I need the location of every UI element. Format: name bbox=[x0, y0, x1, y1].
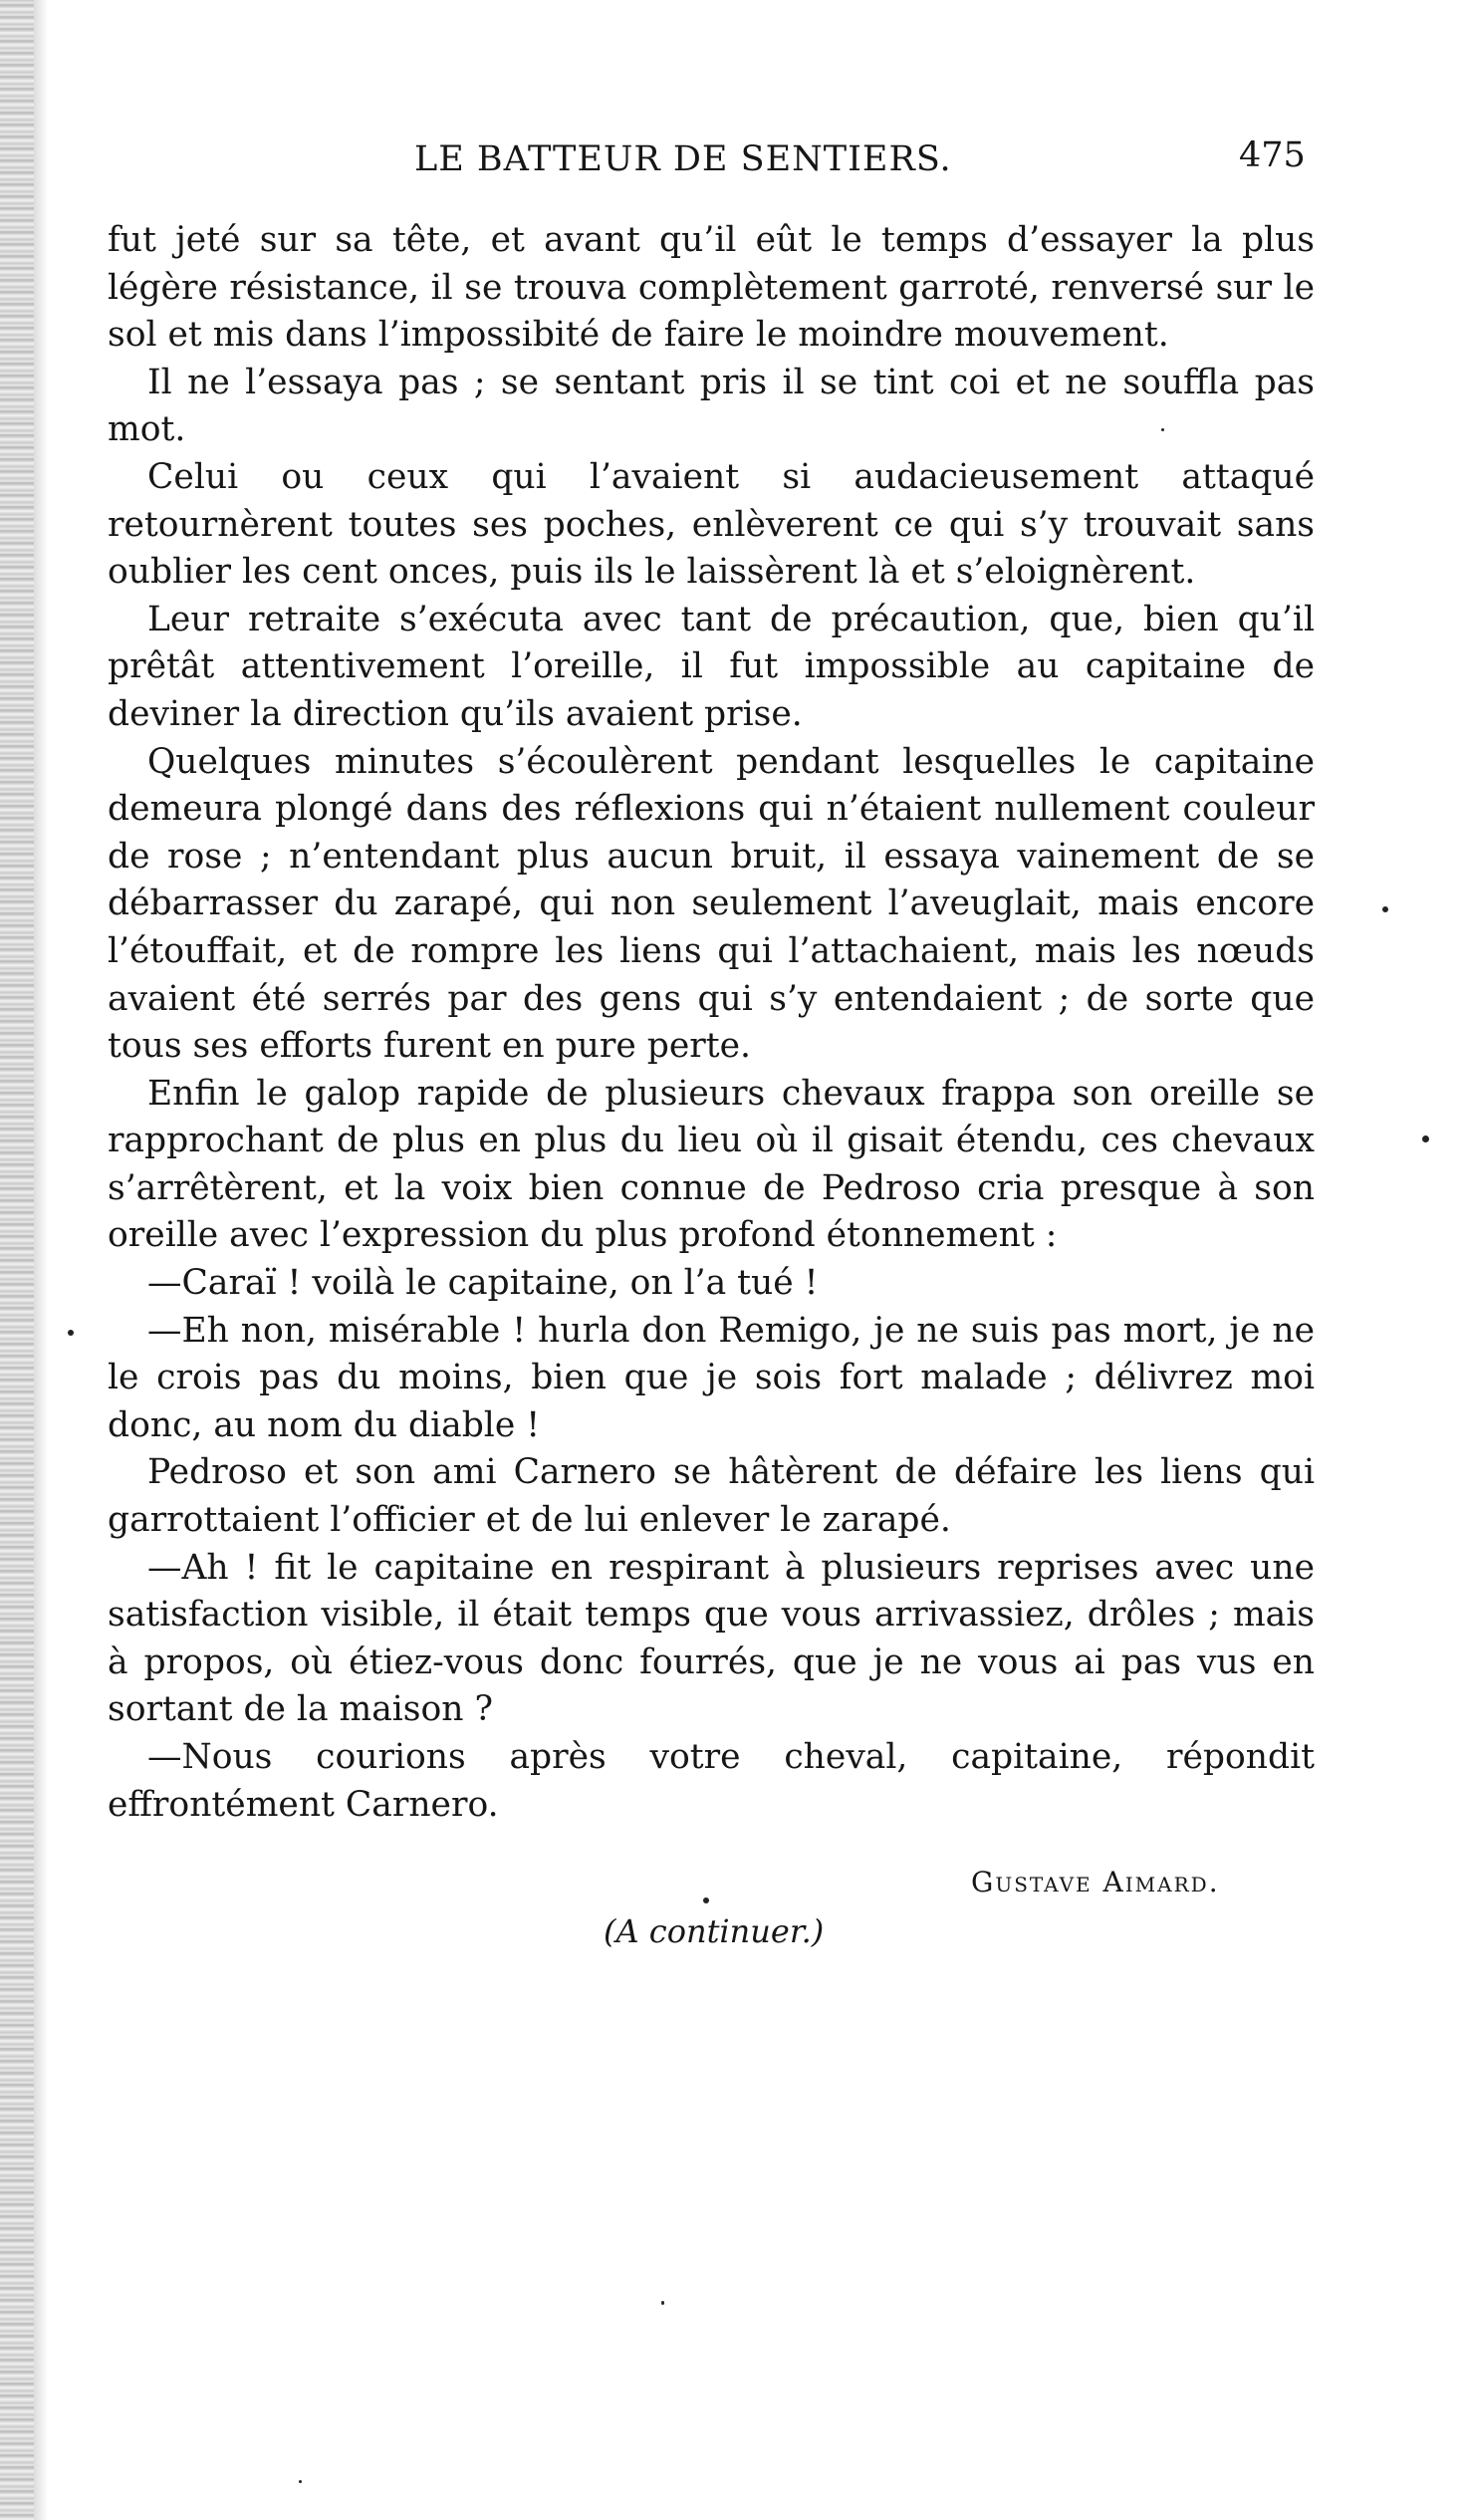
continue-note: (A continuer.) bbox=[604, 1912, 825, 1950]
scan-speck bbox=[1422, 1135, 1429, 1142]
dialogue-line: —Caraï ! voilà le capitaine, on l’a tué ! bbox=[147, 1263, 819, 1304]
dialogue-line: —Eh non, misérable ! hurla don Remigo, je ne suis pas mort, je ne le crois pas du moins, bien que je sois fort malade ; délivrez moi donc, au nom du diable ! bbox=[108, 1310, 1315, 1445]
page-number: 475 bbox=[1239, 135, 1306, 175]
paragraph: Pedroso et son ami Carnero se hâtèrent de défaire les liens qui garrottaient l’officier et de lui enlever le zarapé. bbox=[108, 1452, 1315, 1541]
page-scan-shadow bbox=[34, 0, 48, 2520]
scan-speck bbox=[661, 2301, 664, 2305]
scan-speck bbox=[1382, 906, 1388, 912]
paragraph: Il ne l’essaya pas ; se sentant pris il se tint coi et ne souffla pas mot. bbox=[108, 362, 1315, 450]
author-signature: Gustave Aimard. bbox=[971, 1866, 1220, 1898]
paragraph: Leur retraite s’exécuta avec tant de précaution, que, bien qu’il prêtât attentivement l’oreille, il fut impossible au capitaine de deviner la direction qu’ils avaient prise. bbox=[108, 599, 1315, 734]
scan-speck bbox=[1161, 428, 1164, 431]
dialogue-line: —Ah ! fit le capitaine en respirant à plusieurs reprises avec une satisfaction visible, il était temps que vous arrivassiez, drôles ; mais à propos, où étiez-vous donc fourrés, que je ne vous ai pas vus en sortant de la maison ? bbox=[108, 1547, 1315, 1730]
running-title: LE BATTEUR DE SENTIERS. bbox=[414, 139, 952, 179]
page-scan-edge bbox=[0, 0, 34, 2520]
page-header bbox=[0, 131, 1464, 181]
body-text bbox=[108, 217, 1315, 1829]
scan-speck bbox=[68, 1330, 74, 1336]
scan-speck bbox=[703, 1897, 709, 1903]
dialogue-line: —Nous courions après votre cheval, capitaine, répondit effrontément Carnero. bbox=[108, 1737, 1315, 1825]
paragraph: Celui ou ceux qui l’avaient si audacieusement attaqué retournèrent toutes ses poches, enlèverent ce qui s’y trouvait sans oublier les cent onces, puis ils le laissèrent là et s’eloignèrent. bbox=[108, 456, 1315, 593]
paragraph: Quelques minutes s’écoulèrent pendant lesquelles le capitaine demeura plongé dans des réflexions qui n’étaient nullement couleur de rose ; n’entendant plus aucun bruit, il essaya vainement de se débarrasser du zarapé, qui non seulement l’aveuglait, mais encore l’étouffait, et de rompre les liens qui l’attachaient, mais les nœuds avaient été serrés par des gens qui s’y entendaient ; de sorte que tous ses efforts furent en pure perte. bbox=[108, 741, 1315, 1067]
paragraph: Enfin le galop rapide de plusieurs chevaux frappa son oreille se rapprochant de plus en plus du lieu où il gisait étendu, ces chevaux s’arrêtèrent, et la voix bien connue de Pedroso cria presque à son oreille avec l’expression du plus profond étonnement : bbox=[108, 1073, 1315, 1256]
scan-speck bbox=[299, 2480, 302, 2483]
paragraph-continued: fut jeté sur sa tête, et avant qu’il eût le temps d’essayer la plus légère résistance, il se trouva complètement garroté, renversé sur le sol et mis dans l’impossibité de faire le moindre mouvement. bbox=[108, 220, 1315, 356]
